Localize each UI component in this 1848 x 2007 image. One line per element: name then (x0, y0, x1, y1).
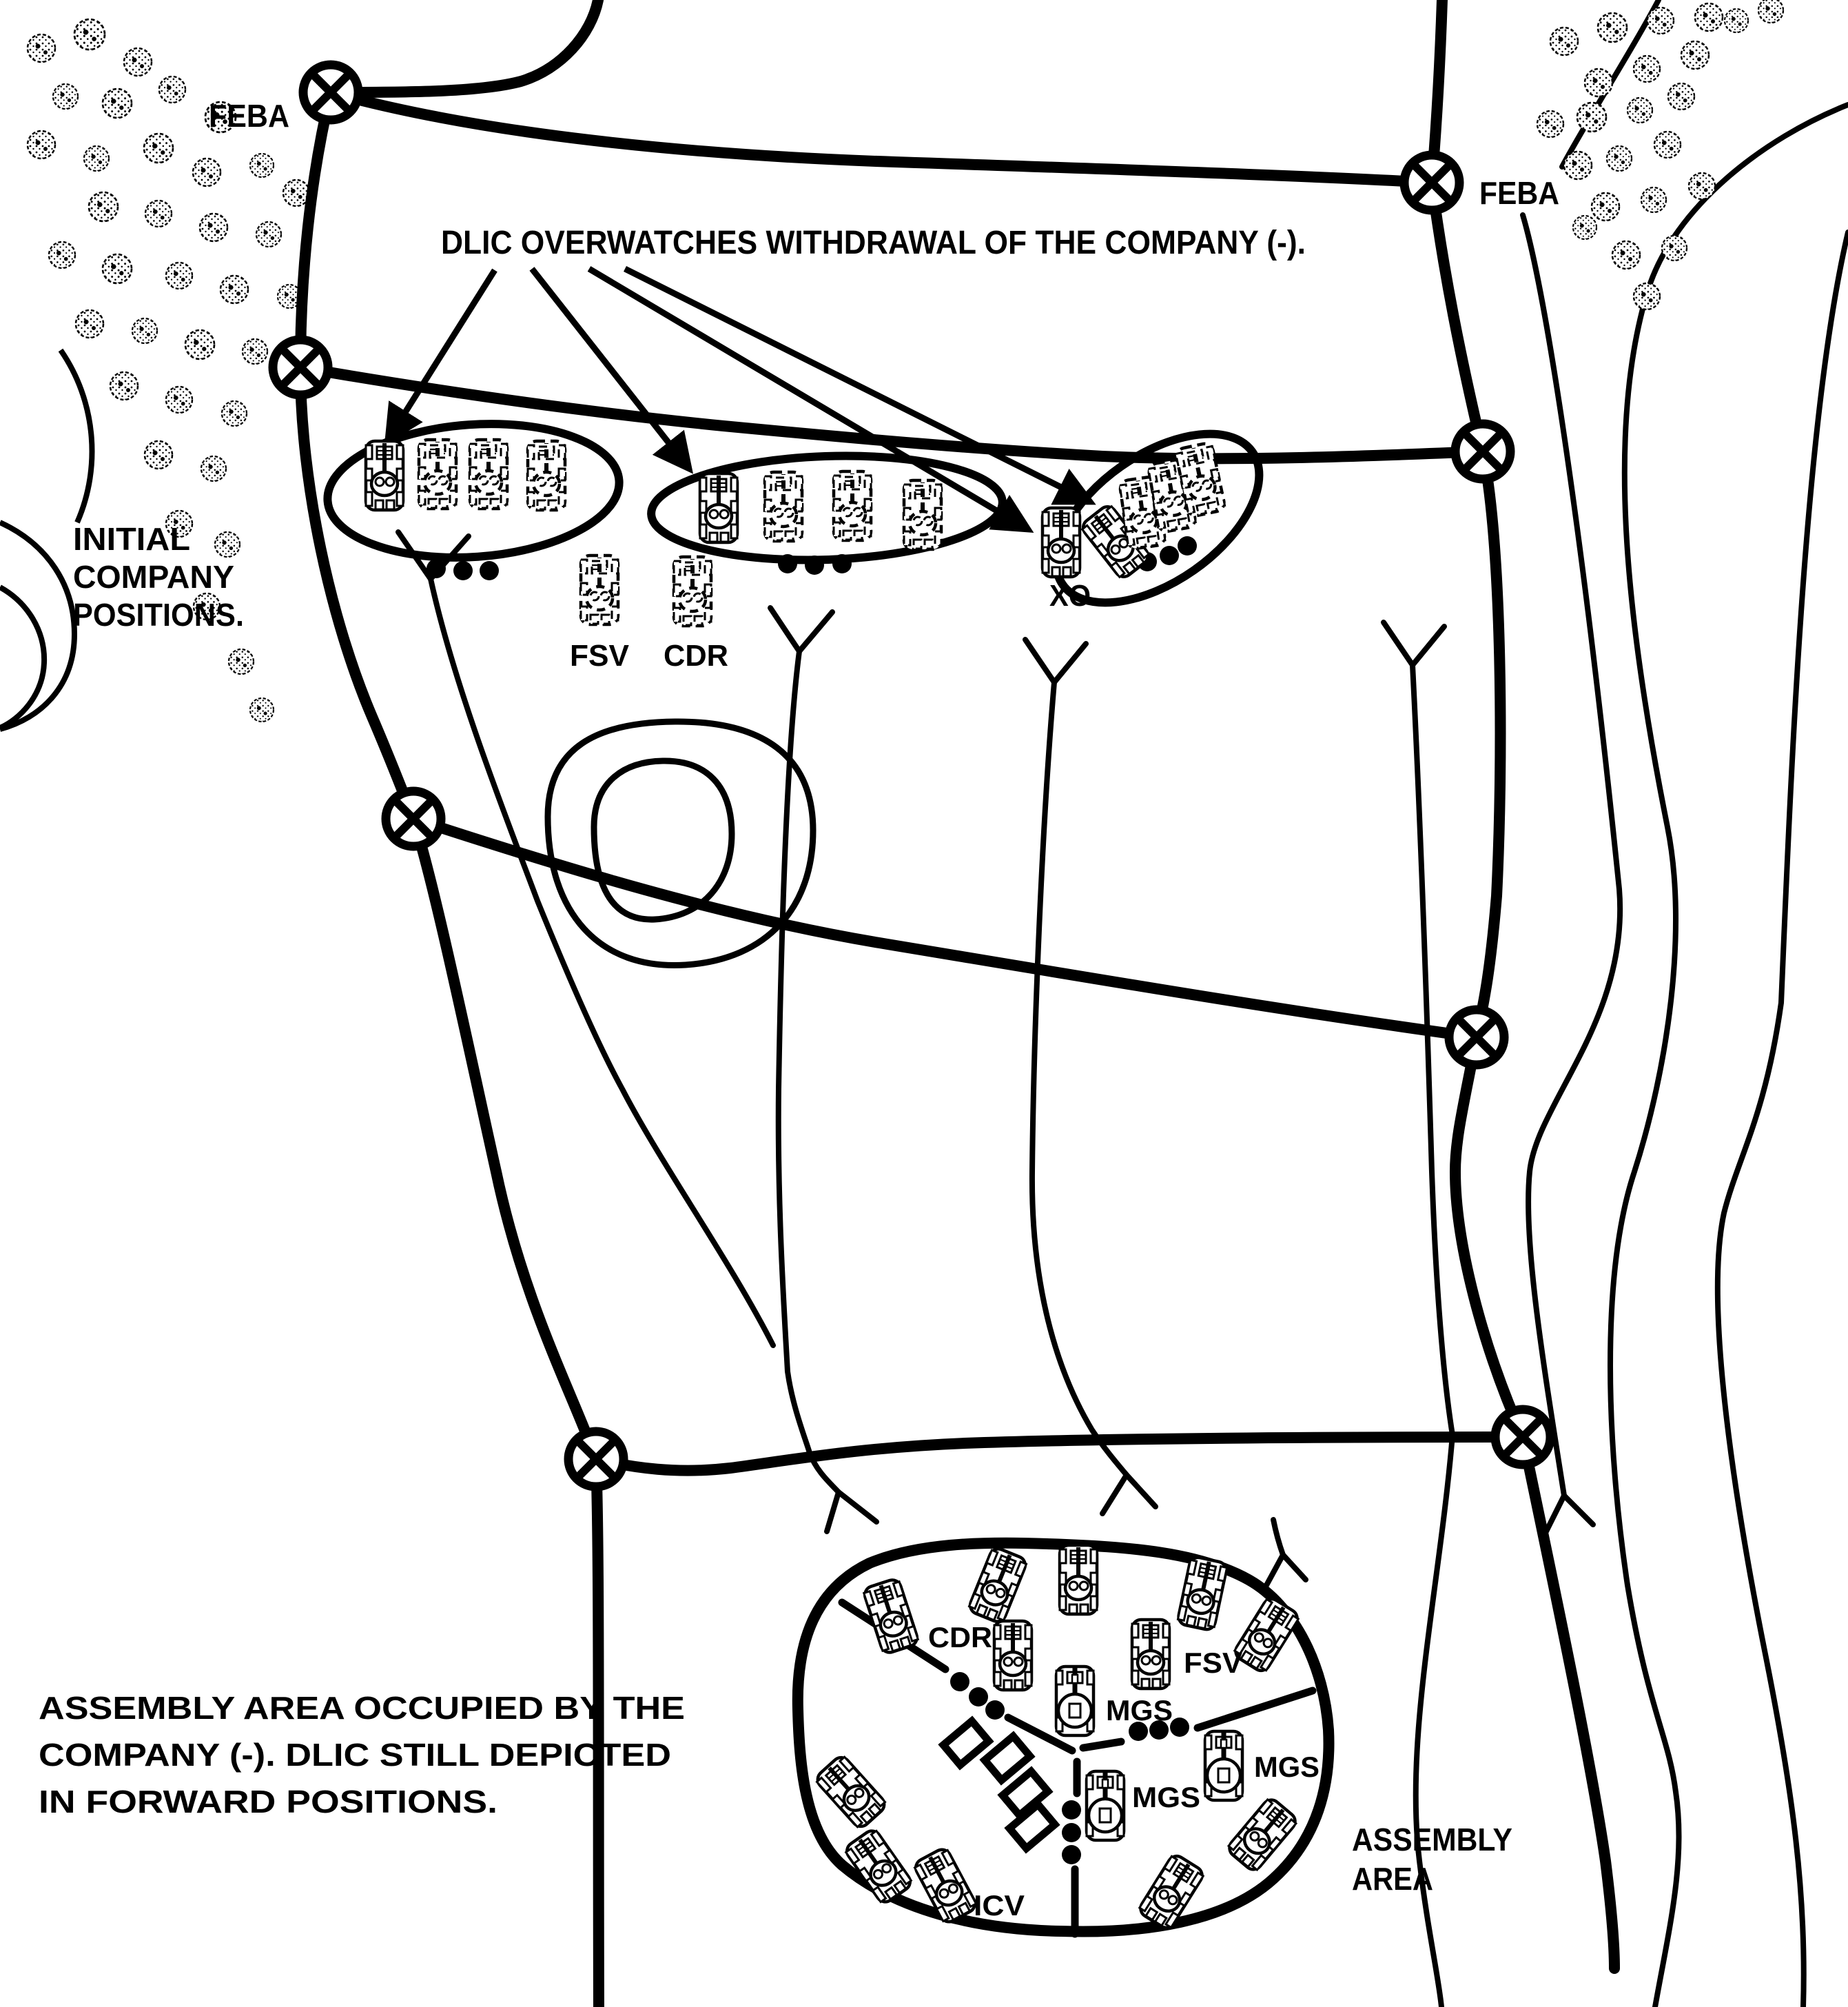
mgs-icon (1056, 1665, 1094, 1735)
tree-icon (103, 89, 132, 118)
label-assembly-cap-2: COMPANY (-). DLIC STILL DEPICTED (39, 1737, 671, 1773)
afv-icon (470, 440, 507, 509)
tree-icon (220, 276, 248, 303)
unit-dot (805, 556, 824, 575)
unit-dot (1062, 1823, 1081, 1842)
afv-icon (581, 556, 618, 624)
unit-dot (832, 554, 852, 573)
tree-icon (103, 254, 132, 283)
tree-icon (1598, 13, 1627, 42)
tree-icon (1537, 111, 1563, 137)
tree-icon (74, 19, 105, 50)
afv-icon (1043, 508, 1080, 577)
label-aa-label-1: ASSEMBLY (1352, 1822, 1512, 1857)
checkpoint-icon (1495, 1409, 1550, 1465)
tree-icon (229, 649, 254, 674)
mgs-icon (1087, 1770, 1124, 1840)
tree-icon (166, 387, 192, 413)
tree-icon (110, 372, 138, 400)
label-feba-left: FEBA (209, 98, 289, 134)
label-aa-icv: ICV (974, 1889, 1025, 1922)
tree-icon (185, 330, 214, 359)
tree-icon (124, 48, 152, 76)
checkpoint-icon (303, 65, 358, 120)
label-initial-3: POSITIONS. (73, 597, 244, 633)
tree-icon (1577, 103, 1606, 132)
checkpoint-icon (1404, 155, 1459, 210)
tree-icon (76, 310, 103, 338)
checkpoint-icon (386, 791, 441, 846)
unit-dot (1062, 1845, 1081, 1864)
tree-icon (1585, 69, 1612, 96)
checkpoint-icon (1455, 424, 1510, 479)
tree-icon (1668, 83, 1694, 110)
tree-icon (250, 698, 274, 722)
tree-icon (1612, 241, 1640, 269)
afv-icon (834, 471, 871, 540)
unit-dot (1178, 536, 1197, 556)
unit-dot (1062, 1800, 1081, 1820)
tree-icon (1641, 187, 1666, 212)
tree-icon (145, 201, 172, 227)
tree-icon (53, 84, 78, 109)
tree-icon (1607, 146, 1632, 171)
afv-icon (700, 473, 737, 542)
unit-dot (969, 1687, 988, 1707)
tree-icon (256, 222, 281, 247)
unit-dot (453, 561, 473, 580)
tree-icon (215, 532, 240, 557)
dots-aa-s (1062, 1800, 1081, 1864)
unit-dot (950, 1672, 969, 1691)
afv-icon (994, 1621, 1031, 1690)
label-aa-mgs-1: MGS (1106, 1694, 1173, 1726)
tree-icon (1628, 98, 1652, 123)
label-aa-mgs-3: MGS (1132, 1781, 1200, 1813)
tree-icon (49, 242, 75, 268)
mgs-icon (1205, 1730, 1242, 1800)
afv-icon (419, 440, 456, 509)
label-aa-cdr: CDR (928, 1621, 992, 1653)
tree-icon (1634, 283, 1660, 309)
tree-icon (1695, 3, 1723, 31)
tree-icon (166, 263, 192, 289)
unit-dot (480, 561, 499, 580)
label-xo: XO (1049, 579, 1091, 613)
tree-icon (1564, 152, 1592, 179)
label-assembly-cap-1: ASSEMBLY AREA OCCUPIED BY THE (39, 1690, 685, 1726)
tree-icon (201, 456, 226, 481)
tree-icon (222, 401, 247, 426)
tree-icon (28, 34, 55, 62)
tree-icon (145, 441, 172, 469)
afv-icon (674, 557, 711, 626)
tree-icon (250, 154, 274, 177)
tree-icon (28, 131, 55, 159)
tree-icon (243, 339, 267, 364)
tree-icon (200, 214, 227, 241)
label-aa-fsv: FSV (1184, 1647, 1242, 1679)
tree-icon (1634, 56, 1660, 82)
tree-icon (1647, 8, 1674, 34)
tree-icon (1662, 236, 1687, 261)
afv-icon (765, 472, 802, 541)
tree-icon (84, 146, 109, 171)
checkpoint-icon (568, 1432, 624, 1487)
tree-icon (1725, 9, 1748, 32)
label-dlic-caption: DLIC OVERWATCHES WITHDRAWAL OF THE COMPANY (-). (441, 225, 1306, 261)
checkpoint-icon (273, 340, 328, 395)
label-aa-label-2: AREA (1352, 1861, 1433, 1897)
label-initial-1: INITIAL (73, 521, 190, 557)
tree-icon (1573, 216, 1597, 239)
tree-icon (1592, 193, 1619, 221)
tree-icon (1689, 173, 1715, 199)
dots-pos1 (427, 559, 499, 580)
label-feba-right: FEBA (1479, 175, 1559, 211)
unit-dot (427, 559, 446, 578)
label-initial-2: COMPANY (73, 559, 234, 595)
label-aa-mgs-2: MGS (1254, 1751, 1320, 1783)
label-assembly-cap-3: IN FORWARD POSITIONS. (39, 1784, 497, 1820)
tree-icon (89, 192, 118, 221)
afv-icon (904, 480, 941, 549)
unit-dot (778, 554, 797, 573)
label-cdr-fwd: CDR (664, 639, 728, 673)
unit-dot (1170, 1718, 1189, 1737)
unit-dot (1160, 546, 1179, 565)
afv-icon (528, 441, 565, 510)
tree-icon (193, 159, 220, 186)
unit-dot (985, 1700, 1005, 1720)
afv-icon (366, 441, 403, 510)
tree-icon (132, 318, 157, 343)
afv-icon (1060, 1545, 1097, 1614)
checkpoint-icon (1449, 1010, 1504, 1065)
tree-icon (159, 77, 185, 103)
dots-pos2 (778, 554, 852, 575)
tree-icon (144, 134, 173, 163)
tree-icon (1550, 28, 1578, 55)
label-fsv-fwd: FSV (570, 639, 630, 673)
afv-icon (1132, 1620, 1169, 1689)
tree-icon (1654, 132, 1681, 158)
tree-icon (1681, 41, 1709, 69)
